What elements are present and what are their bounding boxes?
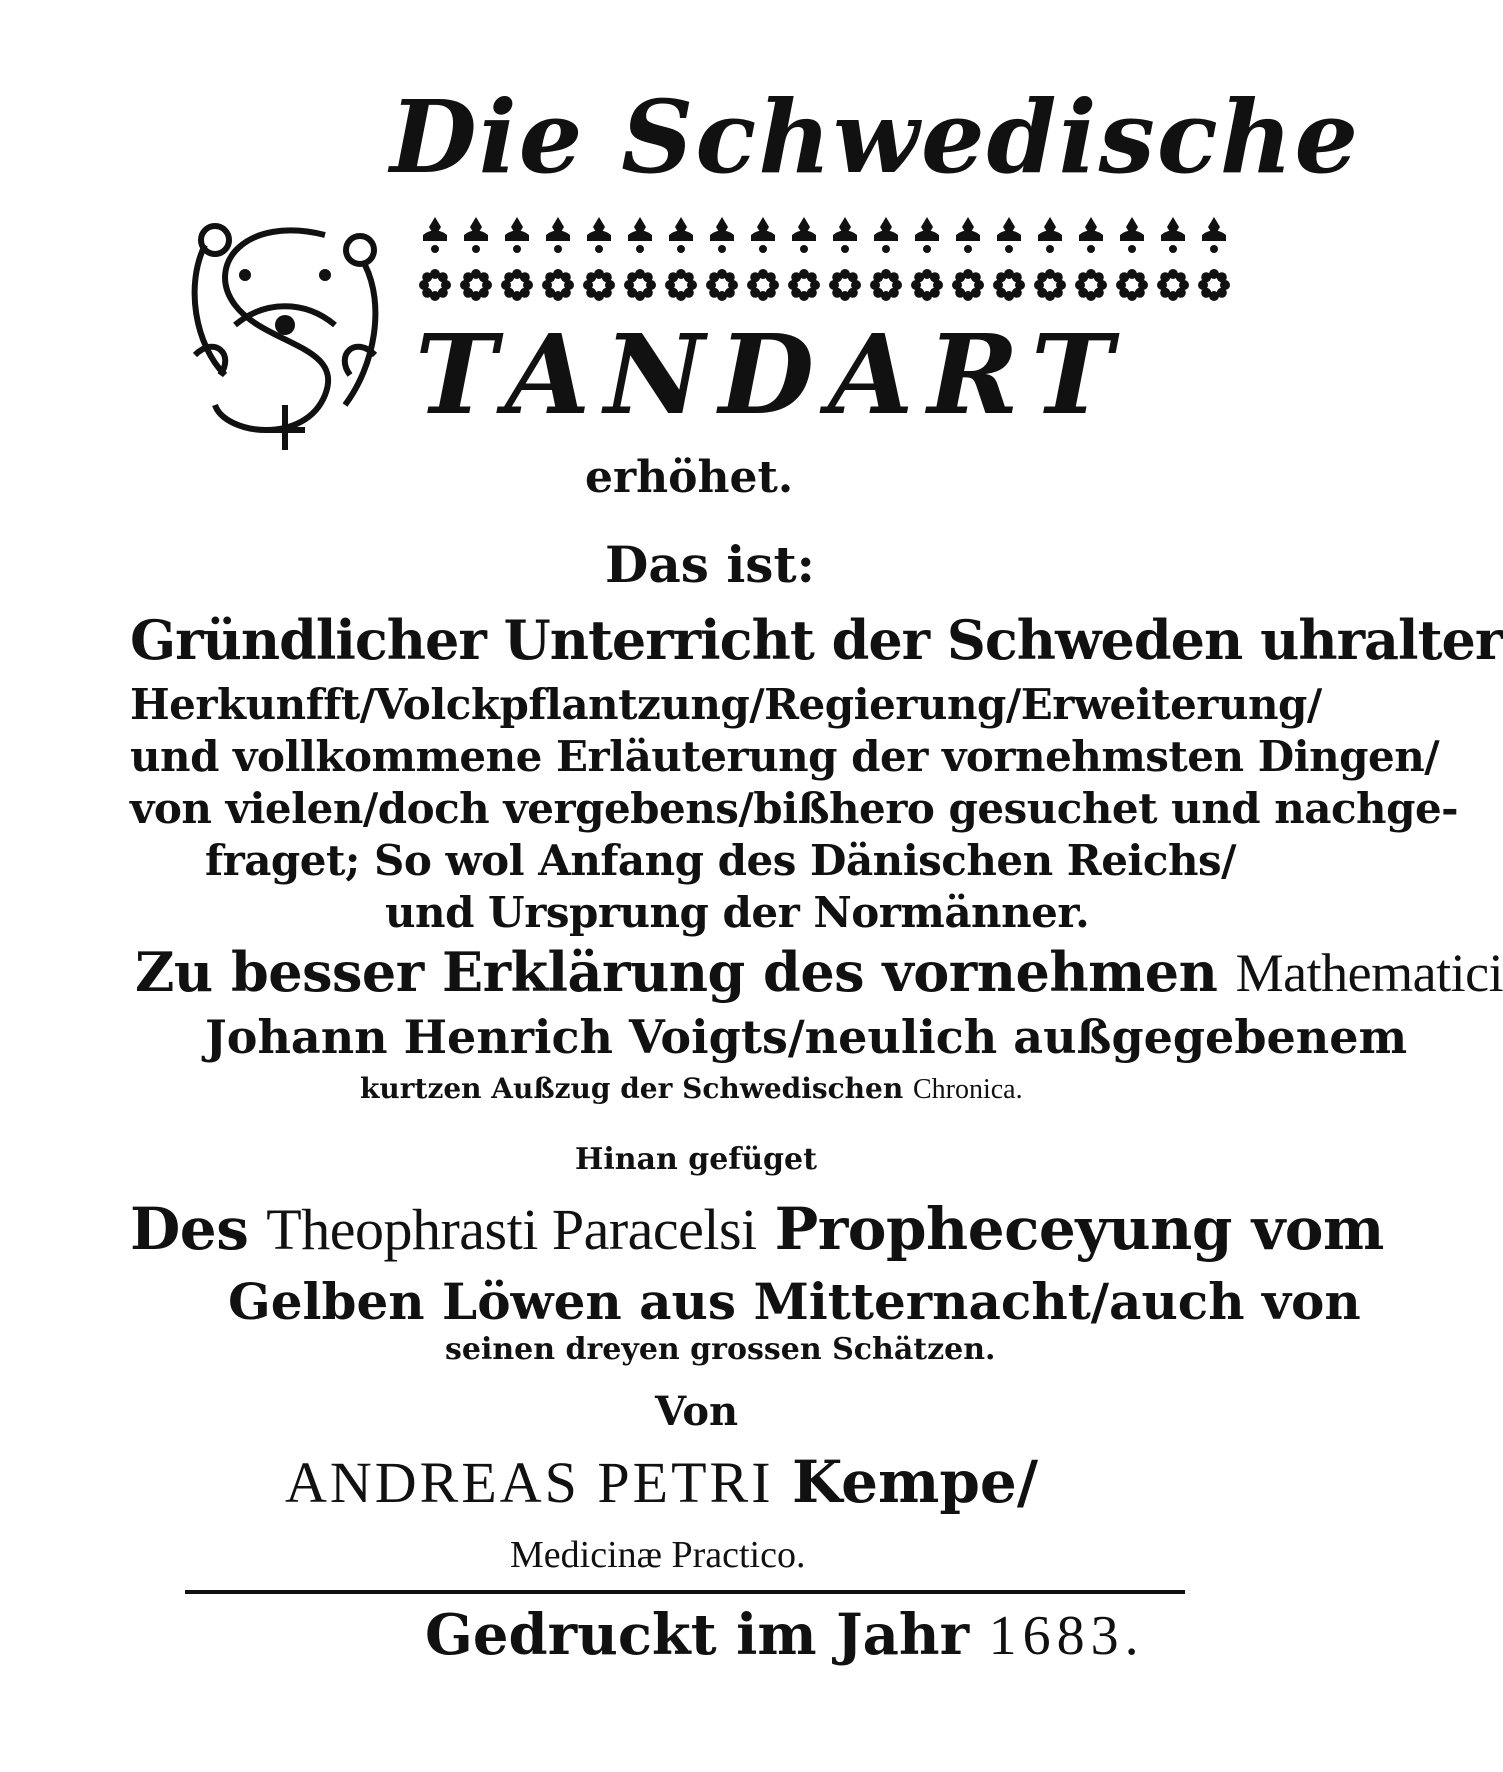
- body-line-2: Herkunfft/Volckpflantzung/Regierung/Erweiterung/: [130, 680, 1322, 729]
- body-line-5: fraget; So wol Anfang des Dänischen Reichs/: [205, 836, 1236, 885]
- ornament-fleur-icon: [669, 217, 693, 253]
- ornament-rosette-icon: [993, 269, 1025, 301]
- ornament-fleur-icon: [915, 217, 939, 253]
- divider-rule: [185, 1590, 1185, 1594]
- ornament-rosette-icon: [1157, 269, 1189, 301]
- body-line-4: von vielen/doch vergebens/bißhero gesuchet und nachge-: [130, 784, 1459, 833]
- explanation-line-1-frak: Zu besser Erklärung des vornehmen: [135, 940, 1218, 1004]
- ornament-rosette-icon: [911, 269, 943, 301]
- explanation-line-2: Johann Henrich Voigts/neulich außgegebenem: [205, 1010, 1408, 1064]
- imprint: [425, 1602, 1145, 1668]
- ornament-rosette-icon: [501, 269, 533, 301]
- ornament-rosette-icon: [583, 269, 615, 301]
- ornament-rosette-icon: [706, 269, 738, 301]
- ornament-rosette-icon: [624, 269, 656, 301]
- ornament-fleur-icon: [423, 217, 447, 253]
- author-name: [285, 1448, 1038, 1516]
- ornament-rosette-icon: [419, 269, 451, 301]
- ornament-rosette-icon: [665, 269, 697, 301]
- explanation-line-1-roman: Mathematici: [1235, 943, 1503, 1003]
- imprint-year: 1683.: [988, 1605, 1145, 1667]
- ornament-rosette-icon: [829, 269, 861, 301]
- imprint-text: Gedruckt im Jahr: [425, 1602, 970, 1668]
- ornament-fleur-icon: [997, 217, 1021, 253]
- ornament-rosette-icon: [542, 269, 574, 301]
- appendix-line-1-roman: Theophrasti Paracelsi: [266, 1197, 757, 1262]
- ornament-fleur-icon: [1202, 217, 1226, 253]
- ornament-rosette-icon: [460, 269, 492, 301]
- ornament-fleur-icon: [792, 217, 816, 253]
- explanation-line-3-frak: kurtzen Außzug der Schwedischen: [360, 1072, 904, 1105]
- ornament-rosette-icon: [747, 269, 779, 301]
- ornament-fleur-icon: [505, 217, 529, 253]
- author-profession: Medicinæ Practico.: [510, 1534, 806, 1576]
- ornament-fleur-icon: [546, 217, 570, 253]
- appendix-line-1: [130, 1195, 1384, 1263]
- author-name-roman: ANDREAS PETRI: [285, 1450, 774, 1515]
- appendix-line-1-frak-b: Propheceyung vom: [774, 1195, 1384, 1263]
- ornamental-border-icon: [415, 215, 1245, 315]
- decorated-initial-s-icon: [175, 205, 395, 455]
- byline-von: Von: [655, 1388, 739, 1435]
- ornament-rosette-icon: [952, 269, 984, 301]
- ornament-fleur-icon: [1161, 217, 1185, 253]
- ornament-fleur-icon: [1079, 217, 1103, 253]
- ornament-rosette-icon: [870, 269, 902, 301]
- ornament-fleur-icon: [1038, 217, 1062, 253]
- ornament-rosette-icon: [788, 269, 820, 301]
- title-standart: TANDART: [415, 310, 1127, 439]
- ornament-rosette-icon: [1116, 269, 1148, 301]
- body-line-1: Gründlicher Unterricht der Schweden uhralter: [130, 608, 1503, 672]
- ornament-fleur-icon: [751, 217, 775, 253]
- ornament-fleur-icon: [464, 217, 488, 253]
- author-name-frak: Kempe/: [791, 1448, 1039, 1516]
- ornament-rosette-icon: [1198, 269, 1230, 301]
- body-line-3: und vollkommene Erläuterung der vornehmsten Dingen/: [130, 732, 1440, 781]
- ornament-fleur-icon: [833, 217, 857, 253]
- ornament-fleur-icon: [628, 217, 652, 253]
- explanation-line-3: [360, 1072, 1023, 1106]
- appendix-line-2: Gelben Löwen aus Mitternacht/auch von: [228, 1272, 1361, 1331]
- ornament-rosette-icon: [1034, 269, 1066, 301]
- title-line-3: erhöhet.: [585, 452, 794, 503]
- explanation-line-1: [135, 940, 1503, 1004]
- appendix-line-3: seinen dreyen grossen Schätzen.: [445, 1332, 996, 1367]
- appendix-line-1-frak-a: Des: [130, 1195, 249, 1263]
- explanation-line-3-roman: Chronica.: [912, 1074, 1023, 1105]
- ornament-rosette-icon: [1075, 269, 1107, 301]
- ornament-fleur-icon: [587, 217, 611, 253]
- title-line-1: Die Schwedische: [390, 78, 1361, 196]
- ornament-fleur-icon: [710, 217, 734, 253]
- ornament-fleur-icon: [874, 217, 898, 253]
- appendix-intro: Hinan gefüget: [575, 1142, 817, 1177]
- ornament-fleur-icon: [956, 217, 980, 253]
- body-line-6: und Ursprung der Normänner.: [385, 888, 1090, 937]
- ornament-fleur-icon: [1120, 217, 1144, 253]
- subtitle: Das ist:: [605, 535, 816, 594]
